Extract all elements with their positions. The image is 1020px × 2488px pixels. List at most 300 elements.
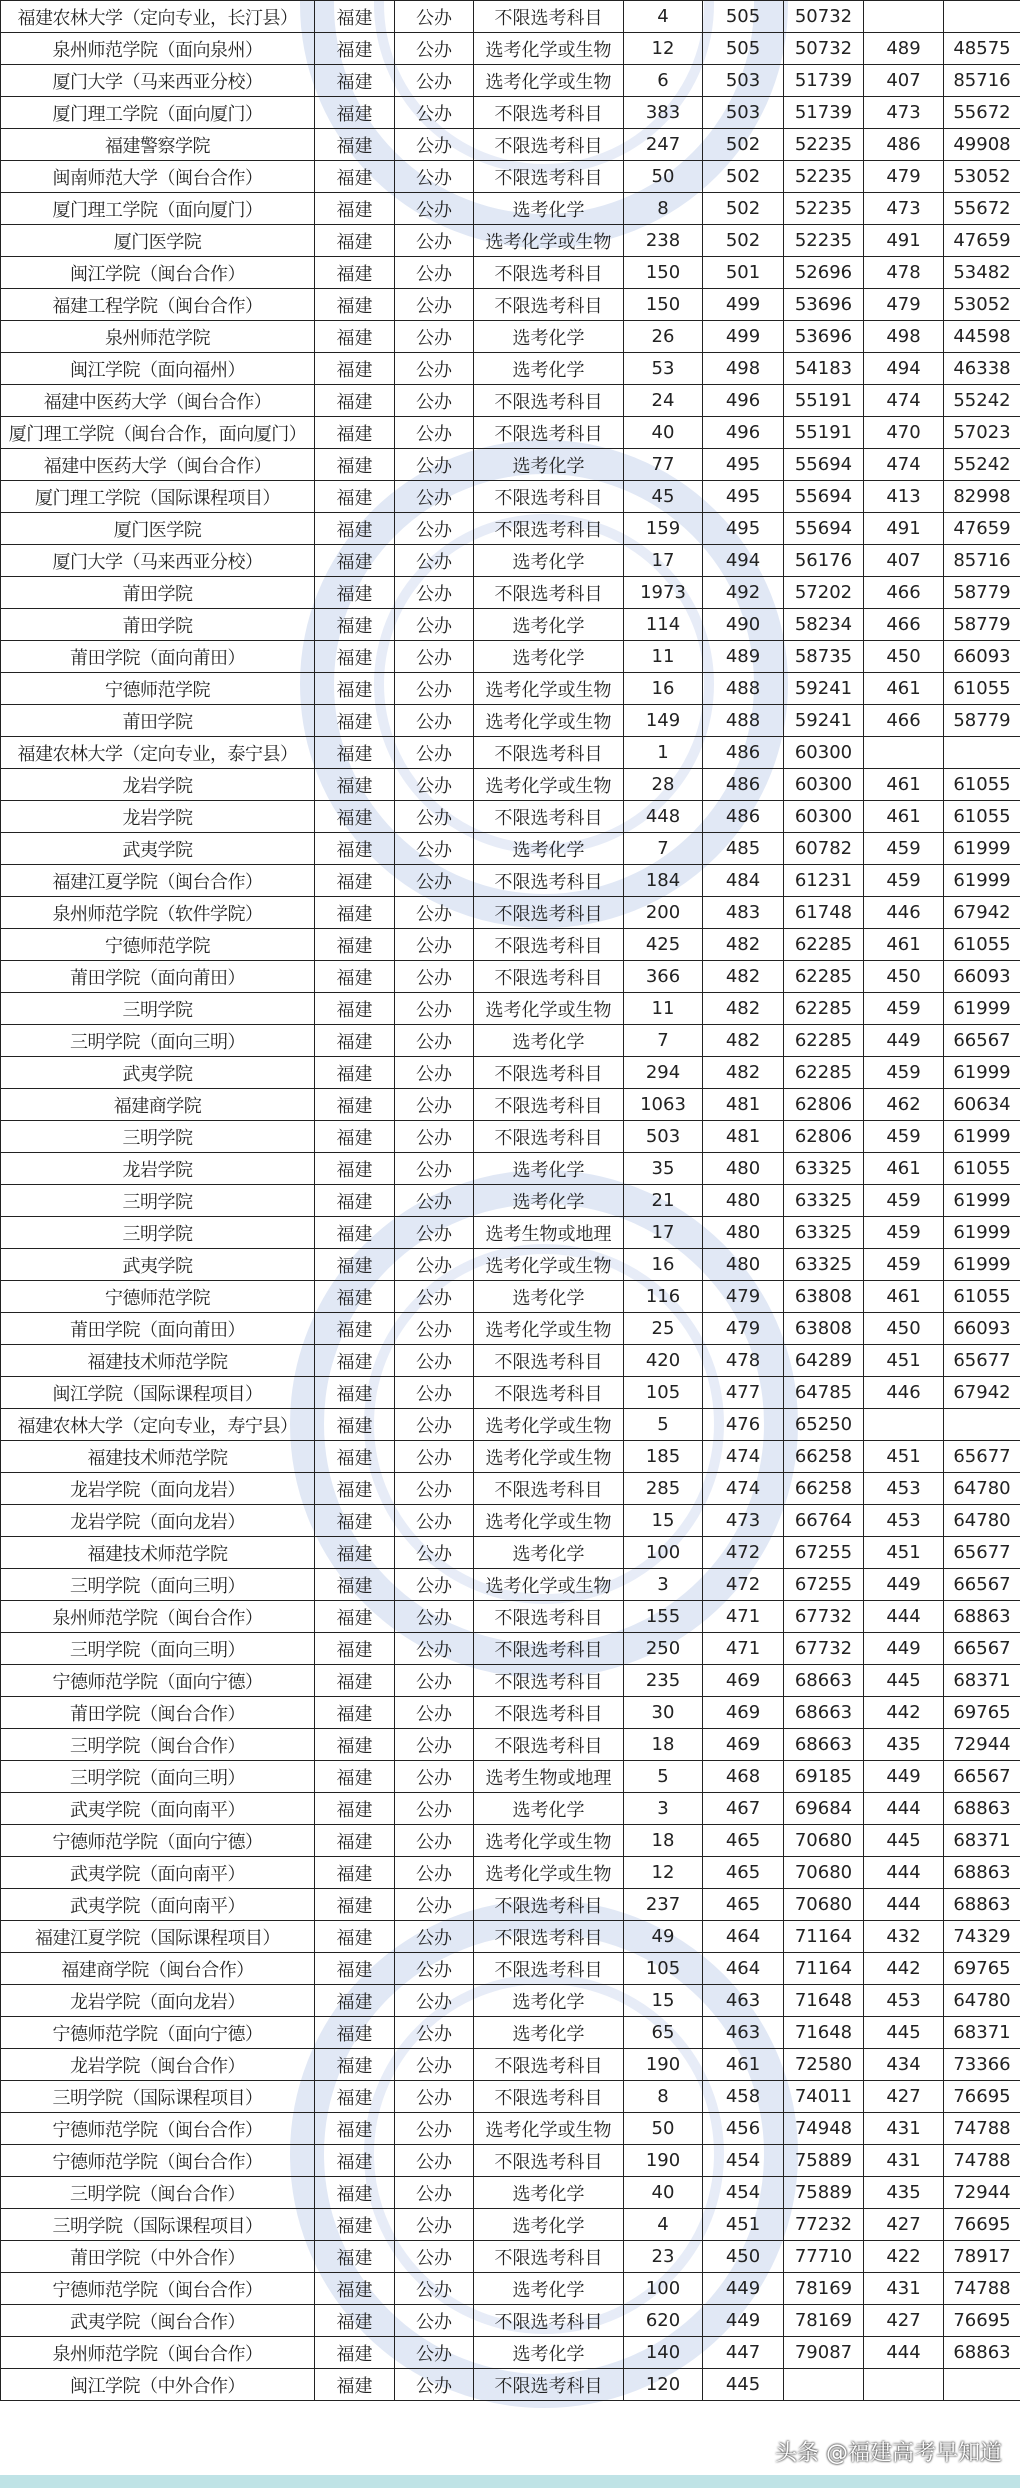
subject-requirement-cell: 选考化学 [474, 1793, 624, 1825]
school-type-cell: 公办 [395, 1537, 474, 1569]
min-score-cell: 480 [703, 1153, 784, 1185]
school-name-cell: 莆田学院 [1, 705, 315, 737]
prev-rank-cell: 57023 [944, 417, 1020, 449]
min-rank-cell: 78169 [784, 2273, 864, 2305]
min-rank-cell: 67732 [784, 1633, 864, 1665]
subject-requirement-cell: 选考化学 [474, 193, 624, 225]
subject-requirement-cell: 不限选考科目 [474, 1729, 624, 1761]
table-row [1, 2113, 1020, 2145]
province-cell: 福建 [315, 2305, 395, 2337]
plan-count-cell: 18 [624, 1729, 703, 1761]
subject-requirement-cell: 选考化学 [474, 1537, 624, 1569]
school-type-cell: 公办 [395, 1761, 474, 1793]
plan-count-cell: 25 [624, 1313, 703, 1345]
school-type-cell: 公办 [395, 1, 474, 33]
plan-count-cell: 3 [624, 1793, 703, 1825]
plan-count-cell: 35 [624, 1153, 703, 1185]
school-type-cell: 公办 [395, 2209, 474, 2241]
prev-rank-cell: 53482 [944, 257, 1020, 289]
prev-score-cell: 427 [864, 2081, 944, 2113]
school-type-cell: 公办 [395, 321, 474, 353]
prev-rank-cell: 85716 [944, 545, 1020, 577]
prev-score-cell: 474 [864, 449, 944, 481]
plan-count-cell: 4 [624, 1, 703, 33]
prev-score-cell: 491 [864, 513, 944, 545]
subject-requirement-cell: 不限选考科目 [474, 961, 624, 993]
school-name-cell: 闽江学院（闽台合作） [1, 257, 315, 289]
min-rank-cell: 71648 [784, 1985, 864, 2017]
school-type-cell: 公办 [395, 1697, 474, 1729]
min-score-cell: 463 [703, 1985, 784, 2017]
school-name-cell: 泉州师范学院（软件学院） [1, 897, 315, 929]
prev-score-cell: 407 [864, 65, 944, 97]
plan-count-cell: 190 [624, 2049, 703, 2081]
prev-score-cell: 422 [864, 2241, 944, 2273]
plan-count-cell: 425 [624, 929, 703, 961]
prev-rank-cell [944, 2369, 1020, 2401]
prev-score-cell: 446 [864, 897, 944, 929]
plan-count-cell: 15 [624, 1505, 703, 1537]
prev-rank-cell: 61999 [944, 1249, 1020, 1281]
prev-score-cell: 442 [864, 1697, 944, 1729]
min-score-cell: 485 [703, 833, 784, 865]
subject-requirement-cell: 不限选考科目 [474, 737, 624, 769]
table-row [1, 545, 1020, 577]
school-type-cell: 公办 [395, 961, 474, 993]
school-name-cell: 三明学院（闽台合作） [1, 2177, 315, 2209]
province-cell: 福建 [315, 1185, 395, 1217]
table-row [1, 2369, 1020, 2401]
table-row [1, 897, 1020, 929]
plan-count-cell: 620 [624, 2305, 703, 2337]
min-score-cell: 465 [703, 1857, 784, 1889]
school-name-cell: 龙岩学院（面向龙岩） [1, 1473, 315, 1505]
province-cell: 福建 [315, 193, 395, 225]
min-rank-cell: 52235 [784, 193, 864, 225]
min-rank-cell: 50732 [784, 33, 864, 65]
province-cell: 福建 [315, 225, 395, 257]
province-cell: 福建 [315, 1249, 395, 1281]
min-score-cell: 484 [703, 865, 784, 897]
table-row [1, 257, 1020, 289]
school-type-cell: 公办 [395, 1249, 474, 1281]
plan-count-cell: 294 [624, 1057, 703, 1089]
prev-rank-cell: 65677 [944, 1345, 1020, 1377]
school-type-cell: 公办 [395, 833, 474, 865]
prev-score-cell: 450 [864, 641, 944, 673]
school-type-cell: 公办 [395, 481, 474, 513]
province-cell: 福建 [315, 609, 395, 641]
plan-count-cell: 12 [624, 1857, 703, 1889]
province-cell: 福建 [315, 2337, 395, 2369]
prev-rank-cell: 72944 [944, 1729, 1020, 1761]
table-row [1, 161, 1020, 193]
plan-count-cell: 503 [624, 1121, 703, 1153]
school-type-cell: 公办 [395, 1185, 474, 1217]
prev-rank-cell: 76695 [944, 2081, 1020, 2113]
subject-requirement-cell: 选考化学或生物 [474, 705, 624, 737]
table-row [1, 609, 1020, 641]
prev-rank-cell: 66567 [944, 1025, 1020, 1057]
table-row [1, 2241, 1020, 2273]
min-score-cell: 465 [703, 1825, 784, 1857]
subject-requirement-cell: 不限选考科目 [474, 1697, 624, 1729]
province-cell: 福建 [315, 2369, 395, 2401]
prev-rank-cell: 64780 [944, 1985, 1020, 2017]
min-rank-cell: 65250 [784, 1409, 864, 1441]
prev-rank-cell: 68863 [944, 1889, 1020, 1921]
min-score-cell: 477 [703, 1377, 784, 1409]
school-name-cell: 龙岩学院 [1, 801, 315, 833]
table-row [1, 1985, 1020, 2017]
plan-count-cell: 5 [624, 1409, 703, 1441]
prev-rank-cell: 61999 [944, 1217, 1020, 1249]
school-type-cell: 公办 [395, 1921, 474, 1953]
prev-rank-cell: 73366 [944, 2049, 1020, 2081]
school-type-cell: 公办 [395, 705, 474, 737]
school-name-cell: 厦门医学院 [1, 513, 315, 545]
province-cell: 福建 [315, 801, 395, 833]
school-name-cell: 福建江夏学院（闽台合作） [1, 865, 315, 897]
bottom-strip [0, 2475, 1020, 2488]
plan-count-cell: 12 [624, 33, 703, 65]
prev-rank-cell: 82998 [944, 481, 1020, 513]
subject-requirement-cell: 不限选考科目 [474, 2145, 624, 2177]
school-type-cell: 公办 [395, 1377, 474, 1409]
subject-requirement-cell: 选考化学 [474, 2017, 624, 2049]
min-score-cell: 499 [703, 289, 784, 321]
school-type-cell: 公办 [395, 641, 474, 673]
min-score-cell: 496 [703, 385, 784, 417]
prev-score-cell: 461 [864, 769, 944, 801]
prev-score-cell: 479 [864, 289, 944, 321]
min-rank-cell: 60300 [784, 737, 864, 769]
min-score-cell: 502 [703, 129, 784, 161]
min-rank-cell: 62285 [784, 993, 864, 1025]
school-name-cell: 泉州师范学院（闽台合作） [1, 2337, 315, 2369]
table-row [1, 737, 1020, 769]
school-type-cell: 公办 [395, 2081, 474, 2113]
prev-rank-cell: 64780 [944, 1505, 1020, 1537]
province-cell: 福建 [315, 2177, 395, 2209]
min-score-cell: 449 [703, 2305, 784, 2337]
school-name-cell: 莆田学院（闽台合作） [1, 1697, 315, 1729]
subject-requirement-cell: 选考生物或地理 [474, 1217, 624, 1249]
table-row [1, 1537, 1020, 1569]
province-cell: 福建 [315, 545, 395, 577]
school-type-cell: 公办 [395, 225, 474, 257]
subject-requirement-cell: 选考化学 [474, 2209, 624, 2241]
subject-requirement-cell: 选考化学 [474, 321, 624, 353]
province-cell: 福建 [315, 1729, 395, 1761]
plan-count-cell: 247 [624, 129, 703, 161]
min-rank-cell: 62285 [784, 1057, 864, 1089]
province-cell: 福建 [315, 33, 395, 65]
min-rank-cell: 52235 [784, 225, 864, 257]
prev-rank-cell: 66567 [944, 1761, 1020, 1793]
school-name-cell: 闽江学院（中外合作） [1, 2369, 315, 2401]
province-cell: 福建 [315, 961, 395, 993]
subject-requirement-cell: 不限选考科目 [474, 1665, 624, 1697]
school-type-cell: 公办 [395, 1281, 474, 1313]
subject-requirement-cell: 不限选考科目 [474, 1889, 624, 1921]
prev-score-cell: 459 [864, 993, 944, 1025]
min-rank-cell: 71164 [784, 1953, 864, 1985]
prev-score-cell: 449 [864, 1569, 944, 1601]
prev-rank-cell: 44598 [944, 321, 1020, 353]
min-score-cell: 478 [703, 1345, 784, 1377]
school-name-cell: 厦门理工学院（面向厦门） [1, 193, 315, 225]
subject-requirement-cell: 选考化学或生物 [474, 1569, 624, 1601]
prev-score-cell: 461 [864, 673, 944, 705]
min-rank-cell: 63808 [784, 1281, 864, 1313]
min-score-cell: 486 [703, 737, 784, 769]
table-row [1, 1953, 1020, 1985]
prev-score-cell: 474 [864, 385, 944, 417]
min-score-cell: 503 [703, 97, 784, 129]
province-cell: 福建 [315, 1025, 395, 1057]
table-row [1, 1825, 1020, 1857]
plan-count-cell: 237 [624, 1889, 703, 1921]
min-rank-cell: 77710 [784, 2241, 864, 2273]
school-name-cell: 福建技术师范学院 [1, 1537, 315, 1569]
min-rank-cell: 60782 [784, 833, 864, 865]
table-row [1, 865, 1020, 897]
plan-count-cell: 26 [624, 321, 703, 353]
prev-score-cell: 451 [864, 1537, 944, 1569]
school-name-cell: 龙岩学院（闽台合作） [1, 2049, 315, 2081]
province-cell: 福建 [315, 641, 395, 673]
plan-count-cell: 100 [624, 1537, 703, 1569]
plan-count-cell: 159 [624, 513, 703, 545]
prev-rank-cell: 69765 [944, 1697, 1020, 1729]
school-name-cell: 宁德师范学院（面向宁德） [1, 1825, 315, 1857]
min-score-cell: 445 [703, 2369, 784, 2401]
prev-score-cell: 444 [864, 2337, 944, 2369]
min-score-cell: 474 [703, 1441, 784, 1473]
min-rank-cell: 59241 [784, 705, 864, 737]
prev-score-cell: 435 [864, 1729, 944, 1761]
province-cell: 福建 [315, 353, 395, 385]
plan-count-cell: 383 [624, 97, 703, 129]
min-rank-cell: 67255 [784, 1537, 864, 1569]
prev-rank-cell: 55672 [944, 97, 1020, 129]
subject-requirement-cell: 不限选考科目 [474, 577, 624, 609]
plan-count-cell: 50 [624, 161, 703, 193]
subject-requirement-cell: 选考化学或生物 [474, 1857, 624, 1889]
school-type-cell: 公办 [395, 2241, 474, 2273]
school-type-cell: 公办 [395, 1665, 474, 1697]
table-row [1, 1569, 1020, 1601]
subject-requirement-cell: 不限选考科目 [474, 929, 624, 961]
prev-rank-cell: 76695 [944, 2209, 1020, 2241]
prev-rank-cell: 68371 [944, 2017, 1020, 2049]
subject-requirement-cell: 不限选考科目 [474, 2049, 624, 2081]
plan-count-cell: 184 [624, 865, 703, 897]
plan-count-cell: 200 [624, 897, 703, 929]
school-name-cell: 莆田学院 [1, 577, 315, 609]
school-name-cell: 三明学院（面向三明） [1, 1025, 315, 1057]
min-rank-cell: 63325 [784, 1249, 864, 1281]
plan-count-cell: 18 [624, 1825, 703, 1857]
school-type-cell: 公办 [395, 1345, 474, 1377]
subject-requirement-cell: 选考化学或生物 [474, 1313, 624, 1345]
school-name-cell: 福建中医药大学（闽台合作） [1, 385, 315, 417]
subject-requirement-cell: 选考化学 [474, 609, 624, 641]
prev-rank-cell: 66093 [944, 961, 1020, 993]
province-cell: 福建 [315, 1793, 395, 1825]
prev-score-cell: 459 [864, 1057, 944, 1089]
table-row [1, 801, 1020, 833]
min-rank-cell: 63325 [784, 1217, 864, 1249]
school-name-cell: 莆田学院（面向莆田） [1, 961, 315, 993]
school-name-cell: 宁德师范学院（闽台合作） [1, 2145, 315, 2177]
school-type-cell: 公办 [395, 1601, 474, 1633]
table-row [1, 705, 1020, 737]
min-score-cell: 499 [703, 321, 784, 353]
province-cell: 福建 [315, 705, 395, 737]
school-type-cell: 公办 [395, 1121, 474, 1153]
prev-score-cell [864, 737, 944, 769]
subject-requirement-cell: 不限选考科目 [474, 897, 624, 929]
min-score-cell: 458 [703, 2081, 784, 2113]
prev-rank-cell: 66567 [944, 1633, 1020, 1665]
subject-requirement-cell: 不限选考科目 [474, 2241, 624, 2273]
school-name-cell: 武夷学院（闽台合作） [1, 2305, 315, 2337]
table-row [1, 769, 1020, 801]
province-cell: 福建 [315, 2113, 395, 2145]
prev-rank-cell: 74788 [944, 2145, 1020, 2177]
table-row [1, 1857, 1020, 1889]
prev-score-cell: 444 [864, 1857, 944, 1889]
table-row [1, 513, 1020, 545]
prev-score-cell: 432 [864, 1921, 944, 1953]
subject-requirement-cell: 选考化学 [474, 2177, 624, 2209]
min-score-cell: 471 [703, 1601, 784, 1633]
plan-count-cell: 16 [624, 1249, 703, 1281]
min-score-cell: 464 [703, 1953, 784, 1985]
school-type-cell: 公办 [395, 1633, 474, 1665]
min-score-cell: 502 [703, 161, 784, 193]
plan-count-cell: 448 [624, 801, 703, 833]
school-name-cell: 福建警察学院 [1, 129, 315, 161]
min-score-cell: 456 [703, 2113, 784, 2145]
province-cell: 福建 [315, 289, 395, 321]
plan-count-cell: 190 [624, 2145, 703, 2177]
prev-rank-cell: 72944 [944, 2177, 1020, 2209]
school-name-cell: 福建商学院 [1, 1089, 315, 1121]
prev-rank-cell: 47659 [944, 225, 1020, 257]
province-cell: 福建 [315, 1345, 395, 1377]
school-name-cell: 武夷学院 [1, 1057, 315, 1089]
min-score-cell: 481 [703, 1089, 784, 1121]
table-row [1, 1601, 1020, 1633]
min-score-cell: 501 [703, 257, 784, 289]
school-type-cell: 公办 [395, 1025, 474, 1057]
table-row [1, 1505, 1020, 1537]
school-name-cell: 福建农林大学（定向专业，泰宁县） [1, 737, 315, 769]
table-row [1, 1345, 1020, 1377]
school-type-cell: 公办 [395, 545, 474, 577]
province-cell: 福建 [315, 257, 395, 289]
school-type-cell: 公办 [395, 2145, 474, 2177]
table-row [1, 129, 1020, 161]
min-rank-cell: 63808 [784, 1313, 864, 1345]
subject-requirement-cell: 选考化学 [474, 1153, 624, 1185]
school-type-cell: 公办 [395, 1569, 474, 1601]
prev-rank-cell: 65677 [944, 1441, 1020, 1473]
school-name-cell: 武夷学院 [1, 1249, 315, 1281]
prev-score-cell: 434 [864, 2049, 944, 2081]
min-score-cell: 490 [703, 609, 784, 641]
plan-count-cell: 6 [624, 65, 703, 97]
prev-score-cell: 473 [864, 97, 944, 129]
min-rank-cell: 75889 [784, 2145, 864, 2177]
school-name-cell: 宁德师范学院 [1, 1281, 315, 1313]
min-rank-cell: 62285 [784, 929, 864, 961]
min-rank-cell: 51739 [784, 97, 864, 129]
school-name-cell: 三明学院（闽台合作） [1, 1729, 315, 1761]
min-rank-cell: 59241 [784, 673, 864, 705]
school-type-cell: 公办 [395, 2369, 474, 2401]
table-row [1, 1217, 1020, 1249]
province-cell: 福建 [315, 673, 395, 705]
province-cell: 福建 [315, 97, 395, 129]
school-type-cell: 公办 [395, 449, 474, 481]
min-rank-cell: 79087 [784, 2337, 864, 2369]
table-row [1, 1729, 1020, 1761]
province-cell: 福建 [315, 1601, 395, 1633]
plan-count-cell: 30 [624, 1697, 703, 1729]
plan-count-cell: 116 [624, 1281, 703, 1313]
min-score-cell: 450 [703, 2241, 784, 2273]
prev-rank-cell: 61055 [944, 929, 1020, 961]
min-score-cell: 454 [703, 2145, 784, 2177]
province-cell: 福建 [315, 1057, 395, 1089]
prev-rank-cell [944, 737, 1020, 769]
prev-rank-cell: 68371 [944, 1665, 1020, 1697]
prev-score-cell: 446 [864, 1377, 944, 1409]
table-row [1, 289, 1020, 321]
school-type-cell: 公办 [395, 769, 474, 801]
min-score-cell: 489 [703, 641, 784, 673]
min-score-cell: 471 [703, 1633, 784, 1665]
plan-count-cell: 21 [624, 1185, 703, 1217]
plan-count-cell: 24 [624, 385, 703, 417]
table-row [1, 1921, 1020, 1953]
prev-score-cell: 453 [864, 1473, 944, 1505]
plan-count-cell: 150 [624, 289, 703, 321]
school-type-cell: 公办 [395, 577, 474, 609]
province-cell: 福建 [315, 2145, 395, 2177]
school-type-cell: 公办 [395, 897, 474, 929]
min-score-cell: 488 [703, 705, 784, 737]
min-score-cell: 503 [703, 65, 784, 97]
prev-score-cell: 498 [864, 321, 944, 353]
min-score-cell: 488 [703, 673, 784, 705]
prev-score-cell: 453 [864, 1985, 944, 2017]
prev-score-cell: 459 [864, 1121, 944, 1153]
province-cell: 福建 [315, 129, 395, 161]
subject-requirement-cell: 不限选考科目 [474, 257, 624, 289]
school-name-cell: 福建工程学院（闽台合作） [1, 289, 315, 321]
province-cell: 福建 [315, 769, 395, 801]
school-name-cell: 福建技术师范学院 [1, 1345, 315, 1377]
min-rank-cell: 67255 [784, 1569, 864, 1601]
subject-requirement-cell: 不限选考科目 [474, 1, 624, 33]
plan-count-cell: 155 [624, 1601, 703, 1633]
prev-score-cell: 459 [864, 833, 944, 865]
